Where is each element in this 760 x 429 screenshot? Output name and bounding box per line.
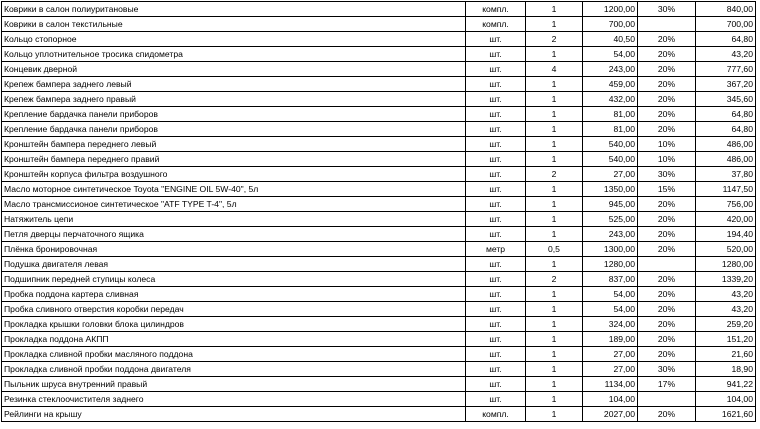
quantity-cell: 1	[526, 77, 583, 92]
unit-cell: шт.	[466, 122, 526, 137]
table-row	[2, 332, 756, 347]
total-cell: 43,20	[696, 302, 756, 317]
table-row	[2, 137, 756, 152]
table-row	[2, 212, 756, 227]
table-row	[2, 407, 756, 422]
unit-cell: шт.	[466, 287, 526, 302]
quantity-cell: 1	[526, 47, 583, 62]
table-row	[2, 272, 756, 287]
price-cell: 54,00	[583, 47, 638, 62]
total-cell: 64,80	[696, 107, 756, 122]
price-cell: 837,00	[583, 272, 638, 287]
item-name-cell: Подшипник передней ступицы колеса	[2, 272, 466, 287]
price-cell: 2027,00	[583, 407, 638, 422]
table-row	[2, 167, 756, 182]
item-name-cell: Пыльник шруса внутренний правый	[2, 377, 466, 392]
table-row	[2, 257, 756, 272]
unit-cell: шт.	[466, 167, 526, 182]
item-name-cell: Коврики в салон полиуритановые	[2, 2, 466, 17]
discount-cell: 15%	[638, 182, 696, 197]
total-cell: 520,00	[696, 242, 756, 257]
discount-cell: 17%	[638, 377, 696, 392]
price-cell: 324,00	[583, 317, 638, 332]
table-row	[2, 62, 756, 77]
total-cell: 43,20	[696, 47, 756, 62]
total-cell: 43,20	[696, 287, 756, 302]
price-cell: 1134,00	[583, 377, 638, 392]
discount-cell: 20%	[638, 92, 696, 107]
item-name-cell: Прокладка крышки головки блока цилиндров	[2, 317, 466, 332]
item-name-cell: Кольцо уплотнительное тросика спидометра	[2, 47, 466, 62]
total-cell: 194,40	[696, 227, 756, 242]
item-name-cell: Кольцо стопорное	[2, 32, 466, 47]
item-name-cell: Кронштейн бампера переднего правий	[2, 152, 466, 167]
total-cell: 1147,50	[696, 182, 756, 197]
quantity-cell: 1	[526, 377, 583, 392]
discount-cell: 20%	[638, 272, 696, 287]
price-cell: 40,50	[583, 32, 638, 47]
table-row	[2, 92, 756, 107]
unit-cell: шт.	[466, 197, 526, 212]
discount-cell: 20%	[638, 242, 696, 257]
quantity-cell: 2	[526, 272, 583, 287]
discount-cell: 20%	[638, 107, 696, 122]
unit-cell: шт.	[466, 32, 526, 47]
price-cell: 1280,00	[583, 257, 638, 272]
table-row	[2, 287, 756, 302]
total-cell: 21,60	[696, 347, 756, 362]
discount-cell: 20%	[638, 317, 696, 332]
item-name-cell: Петля дверцы перчаточного ящика	[2, 227, 466, 242]
discount-cell: 20%	[638, 212, 696, 227]
item-name-cell: Пробка сливного отверстия коробки передач	[2, 302, 466, 317]
unit-cell: компл.	[466, 2, 526, 17]
price-cell: 700,00	[583, 17, 638, 32]
unit-cell: шт.	[466, 62, 526, 77]
item-name-cell: Плёнка бронировочная	[2, 242, 466, 257]
discount-cell: 30%	[638, 2, 696, 17]
unit-cell: шт.	[466, 347, 526, 362]
quantity-cell: 1	[526, 302, 583, 317]
price-cell: 27,00	[583, 167, 638, 182]
discount-cell: 10%	[638, 152, 696, 167]
discount-cell: 20%	[638, 77, 696, 92]
discount-cell: 20%	[638, 32, 696, 47]
unit-cell: шт.	[466, 212, 526, 227]
price-cell: 540,00	[583, 137, 638, 152]
parts-table	[1, 1, 756, 422]
total-cell: 777,60	[696, 62, 756, 77]
quantity-cell: 1	[526, 332, 583, 347]
discount-cell: 20%	[638, 302, 696, 317]
quantity-cell: 1	[526, 137, 583, 152]
quantity-cell: 1	[526, 317, 583, 332]
unit-cell: шт.	[466, 257, 526, 272]
table-row	[2, 77, 756, 92]
quantity-cell: 1	[526, 227, 583, 242]
price-cell: 54,00	[583, 302, 638, 317]
quantity-cell: 1	[526, 407, 583, 422]
item-name-cell: Прокладка сливной пробки масляного поддона	[2, 347, 466, 362]
quantity-cell: 1	[526, 2, 583, 17]
quantity-cell: 4	[526, 62, 583, 77]
item-name-cell: Крепеж бампера заднего правый	[2, 92, 466, 107]
total-cell: 486,00	[696, 152, 756, 167]
unit-cell: метр	[466, 242, 526, 257]
unit-cell: шт.	[466, 392, 526, 407]
total-cell: 37,80	[696, 167, 756, 182]
table-row	[2, 227, 756, 242]
item-name-cell: Прокладка сливной пробки поддона двигателя	[2, 362, 466, 377]
quantity-cell: 1	[526, 92, 583, 107]
quantity-cell: 1	[526, 182, 583, 197]
total-cell: 420,00	[696, 212, 756, 227]
unit-cell: шт.	[466, 317, 526, 332]
item-name-cell: Кронштейн бампера переднего левый	[2, 137, 466, 152]
quantity-cell: 1	[526, 392, 583, 407]
parts-table-body	[2, 2, 756, 422]
table-row	[2, 362, 756, 377]
price-cell: 27,00	[583, 362, 638, 377]
total-cell: 756,00	[696, 197, 756, 212]
item-name-cell: Рейлинги на крышу	[2, 407, 466, 422]
total-cell: 151,20	[696, 332, 756, 347]
item-name-cell: Масло моторное синтетическое Toyota "ENGINE OIL 5W-40", 5л	[2, 182, 466, 197]
unit-cell: шт.	[466, 107, 526, 122]
discount-cell: 20%	[638, 227, 696, 242]
item-name-cell: Прокладка поддона АКПП	[2, 332, 466, 347]
table-row	[2, 17, 756, 32]
total-cell: 486,00	[696, 137, 756, 152]
price-cell: 1200,00	[583, 2, 638, 17]
quantity-cell: 1	[526, 152, 583, 167]
price-cell: 81,00	[583, 122, 638, 137]
table-row	[2, 182, 756, 197]
discount-cell: 30%	[638, 167, 696, 182]
quantity-cell: 1	[526, 257, 583, 272]
discount-cell: 20%	[638, 122, 696, 137]
price-cell: 54,00	[583, 287, 638, 302]
quantity-cell: 1	[526, 362, 583, 377]
price-cell: 243,00	[583, 227, 638, 242]
quantity-cell: 1	[526, 107, 583, 122]
item-name-cell: Масло трансмиссионое синтетическое "ATF TYPE T-4", 5л	[2, 197, 466, 212]
total-cell: 18,90	[696, 362, 756, 377]
discount-cell	[638, 392, 696, 407]
total-cell: 700,00	[696, 17, 756, 32]
price-cell: 945,00	[583, 197, 638, 212]
item-name-cell: Пробка поддона картера сливная	[2, 287, 466, 302]
item-name-cell: Крепление бардачка панели приборов	[2, 107, 466, 122]
quantity-cell: 1	[526, 287, 583, 302]
item-name-cell: Крепление бардачка панели приборов	[2, 122, 466, 137]
discount-cell	[638, 257, 696, 272]
table-row	[2, 107, 756, 122]
total-cell: 1339,20	[696, 272, 756, 287]
table-row	[2, 347, 756, 362]
quantity-cell: 2	[526, 167, 583, 182]
unit-cell: шт.	[466, 182, 526, 197]
quantity-cell: 2	[526, 32, 583, 47]
item-name-cell: Концевик дверной	[2, 62, 466, 77]
unit-cell: шт.	[466, 362, 526, 377]
discount-cell: 20%	[638, 197, 696, 212]
discount-cell: 20%	[638, 62, 696, 77]
total-cell: 1280,00	[696, 257, 756, 272]
table-row	[2, 32, 756, 47]
table-row	[2, 122, 756, 137]
table-row	[2, 317, 756, 332]
unit-cell: компл.	[466, 407, 526, 422]
price-cell: 27,00	[583, 347, 638, 362]
table-row	[2, 2, 756, 17]
table-row	[2, 377, 756, 392]
item-name-cell: Резинка стеклоочистителя заднего	[2, 392, 466, 407]
quantity-cell: 0,5	[526, 242, 583, 257]
discount-cell: 20%	[638, 47, 696, 62]
discount-cell: 20%	[638, 347, 696, 362]
table-row	[2, 302, 756, 317]
price-cell: 104,00	[583, 392, 638, 407]
unit-cell: шт.	[466, 77, 526, 92]
total-cell: 345,60	[696, 92, 756, 107]
table-row	[2, 47, 756, 62]
price-cell: 243,00	[583, 62, 638, 77]
unit-cell: шт.	[466, 47, 526, 62]
unit-cell: шт.	[466, 227, 526, 242]
table-row	[2, 242, 756, 257]
unit-cell: шт.	[466, 272, 526, 287]
table-row	[2, 197, 756, 212]
unit-cell: шт.	[466, 332, 526, 347]
discount-cell: 20%	[638, 332, 696, 347]
unit-cell: шт.	[466, 152, 526, 167]
quantity-cell: 1	[526, 347, 583, 362]
discount-cell: 10%	[638, 137, 696, 152]
total-cell: 259,20	[696, 317, 756, 332]
total-cell: 104,00	[696, 392, 756, 407]
unit-cell: компл.	[466, 17, 526, 32]
total-cell: 64,80	[696, 122, 756, 137]
discount-cell: 30%	[638, 362, 696, 377]
unit-cell: шт.	[466, 302, 526, 317]
total-cell: 840,00	[696, 2, 756, 17]
unit-cell: шт.	[466, 92, 526, 107]
quantity-cell: 1	[526, 197, 583, 212]
unit-cell: шт.	[466, 137, 526, 152]
price-cell: 189,00	[583, 332, 638, 347]
price-cell: 540,00	[583, 152, 638, 167]
quantity-cell: 1	[526, 212, 583, 227]
price-cell: 459,00	[583, 77, 638, 92]
price-cell: 525,00	[583, 212, 638, 227]
quantity-cell: 1	[526, 122, 583, 137]
price-cell: 1350,00	[583, 182, 638, 197]
discount-cell	[638, 17, 696, 32]
item-name-cell: Кронштейн корпуса фильтра воздушного	[2, 167, 466, 182]
total-cell: 941,22	[696, 377, 756, 392]
table-row	[2, 392, 756, 407]
price-cell: 81,00	[583, 107, 638, 122]
item-name-cell: Подушка двигателя левая	[2, 257, 466, 272]
item-name-cell: Крепеж бампера заднего левый	[2, 77, 466, 92]
price-cell: 432,00	[583, 92, 638, 107]
item-name-cell: Натяжитель цепи	[2, 212, 466, 227]
total-cell: 1621,60	[696, 407, 756, 422]
price-cell: 1300,00	[583, 242, 638, 257]
total-cell: 64,80	[696, 32, 756, 47]
total-cell: 367,20	[696, 77, 756, 92]
quantity-cell: 1	[526, 17, 583, 32]
discount-cell: 20%	[638, 407, 696, 422]
unit-cell: шт.	[466, 377, 526, 392]
discount-cell: 20%	[638, 287, 696, 302]
item-name-cell: Коврики в салон текстильные	[2, 17, 466, 32]
table-row	[2, 152, 756, 167]
